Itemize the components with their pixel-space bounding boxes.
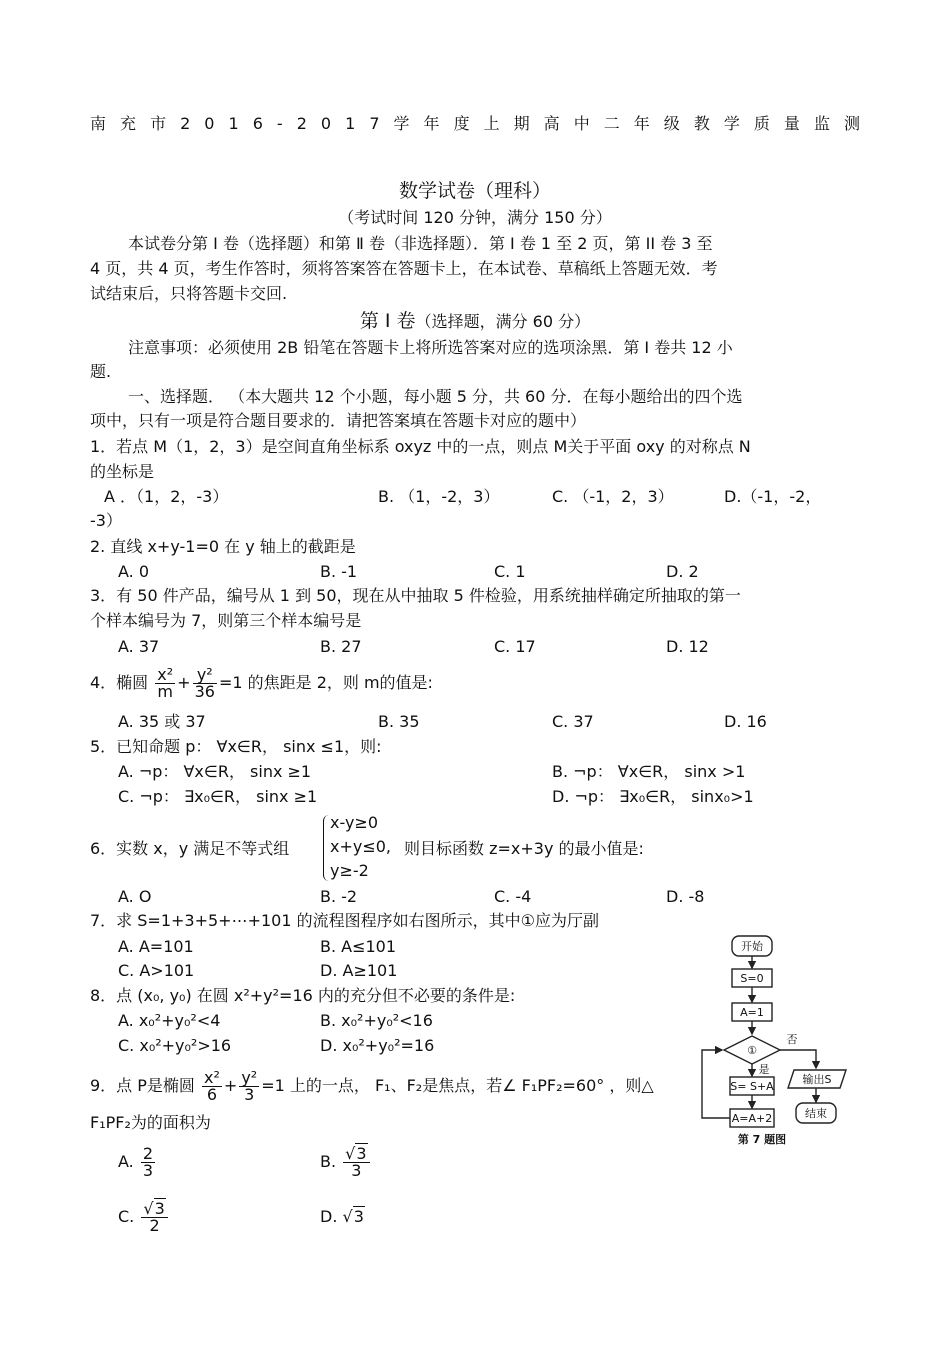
- q6-pre: 6．实数 x，y 满足不等式组: [90, 839, 290, 858]
- q6-sys-1: x-y≥0: [330, 813, 379, 832]
- q3-stem-2: 个样本编号为 7，则第三个样本编号是: [90, 611, 362, 630]
- title-char: 监: [813, 114, 830, 133]
- q9-fy-num: y²: [241, 1068, 258, 1087]
- title-char: 年: [423, 114, 440, 133]
- q9-stem: 9．点 P是椭圆 $\frac{\text{x²}}{6}$ + $\frac{\text{y²}}{3}$ =1 上的一点， F₁、F₂是焦点，若∠ F₁PF₂=60° ，则△: [90, 1068, 654, 1104]
- flow-out-text: 输出S: [802, 1073, 832, 1086]
- title-char: 二: [603, 114, 620, 133]
- q7-option-c: C. A>101: [118, 961, 195, 980]
- q8-option-b: B. x₀²+y₀²<16: [320, 1011, 433, 1030]
- q1-stem-2: 的坐标是: [90, 462, 155, 481]
- title-char: 质: [753, 114, 770, 133]
- title-char: 学: [723, 114, 740, 133]
- title-char: 充: [120, 114, 137, 133]
- q4-fraction-y: [193, 667, 217, 700]
- flow-sum-text: S= S+A: [730, 1080, 774, 1093]
- title-char: 1: [345, 114, 356, 133]
- title-char: 测: [843, 114, 860, 133]
- q9-c-num-radicand: 3: [154, 1199, 165, 1218]
- flowchart-figure: [690, 930, 860, 1150]
- title-char: 2: [296, 114, 307, 133]
- q5-option-c: C. ¬p： ∃x₀∈R， sinx ≥1: [118, 787, 318, 806]
- q6-option-c: C. -4: [494, 887, 532, 906]
- q9-fx-num: x²: [204, 1068, 220, 1087]
- q4-fy-den: 36: [194, 682, 215, 701]
- q9-pre: 9．点 P是椭圆: [90, 1076, 195, 1095]
- q9-c-num: √3: [141, 1201, 167, 1218]
- title-char: 0: [204, 114, 215, 133]
- q1-stem-1: 1．若点 M（1，2，3）是空间直角坐标系 oxyz 中的一点，则点 M关于平面 oxy 的对称点 N: [90, 437, 751, 456]
- q9-b-num: √3: [343, 1146, 369, 1163]
- q9-fy-den: 3: [244, 1085, 255, 1104]
- intro-line-2: 4 页，共 4 页，考生作答时，须将答案答在答题卡上，在本试卷、草稿纸上答题无效．考: [90, 259, 718, 278]
- q3-stem-1: 3．有 50 件产品，编号从 1 到 50，现在从中抽取 5 件检验，用系统抽样确定所抽取的第一: [90, 586, 741, 605]
- q9-post: =1 上的一点， F₁、F₂是焦点，若∠ F₁PF₂=60° ，则△: [261, 1076, 654, 1095]
- q6-option-d: D. -8: [666, 887, 705, 906]
- q9-option-c: [118, 1195, 170, 1239]
- title-char: -: [276, 114, 283, 133]
- q4-stem: 4．椭圆 $\frac{\text{x²}}{m}$ + $\frac{\text{y²}}{36}$ =1 的焦距是 2，则 m的值是:: [90, 665, 433, 701]
- flow-no-text: 否: [786, 1033, 798, 1046]
- q9-option-d: D. √3: [320, 1207, 364, 1226]
- q2-stem: 2. 直线 x+y-1=0 在 y 轴上的截距是: [90, 537, 356, 556]
- title-char: 量: [783, 114, 800, 133]
- paper-subtitle: 数学试卷（理科）: [398, 180, 551, 202]
- q4-fx-den: m: [157, 682, 174, 701]
- title-char: 市: [150, 114, 167, 133]
- q9-a-den: 3: [142, 1161, 154, 1180]
- q2-option-b: B. -1: [320, 562, 358, 581]
- q9-c-label: C.: [118, 1207, 135, 1226]
- q9-option-a: [118, 1140, 157, 1184]
- q4-fy-num: y²: [193, 667, 217, 684]
- q9-a-num: 2: [142, 1144, 154, 1163]
- q9-b-num-radicand: 3: [356, 1144, 367, 1163]
- title-char: 南: [90, 114, 107, 133]
- q4-fraction-x: [155, 667, 175, 700]
- title-char: 度: [453, 114, 470, 133]
- q5-option-b: B. ¬p： ∀x∈R， sinx >1: [552, 762, 746, 781]
- q6-post: 则目标函数 z=x+3y 的最小值是:: [404, 839, 644, 858]
- q1-option-d-cont: -3）: [90, 511, 122, 530]
- notice-line-2: 题.: [90, 362, 112, 381]
- q8-option-c: C. x₀²+y₀²>16: [118, 1036, 232, 1055]
- q3-option-d: D. 12: [666, 637, 709, 656]
- q9-d-label: D.: [320, 1207, 338, 1226]
- flow-a1-text: A=1: [740, 1006, 764, 1019]
- q7-option-a: A. A=101: [118, 937, 194, 956]
- q8-stem: 8．点 (x₀, y₀) 在圆 x²+y²=16 内的充分但不必要的条件是:: [90, 986, 516, 1005]
- q2-option-d: D. 2: [666, 562, 699, 581]
- title-char: 上: [483, 114, 500, 133]
- q6-sys-2: x+y≤0,: [330, 837, 392, 856]
- title-char: 级: [663, 114, 680, 133]
- title-char: 0: [320, 114, 332, 133]
- q5-option-d: D. ¬p： ∃x₀∈R， sinx₀>1: [552, 787, 754, 806]
- flow-s0-text: S=0: [740, 972, 764, 985]
- q7-stem: 7．求 S=1+3+5+⋯+101 的流程图程序如右图所示，其中①应为厅副: [90, 911, 599, 930]
- title-char: 6: [252, 114, 263, 133]
- title-char: 中: [573, 114, 590, 133]
- q2-option-c: C. 1: [494, 562, 526, 581]
- flow-cond-text: ①: [747, 1044, 757, 1057]
- q9-b-den: 3: [351, 1161, 362, 1180]
- q9-d-radicand: 3: [353, 1207, 364, 1226]
- q9-c-den: 2: [149, 1216, 160, 1235]
- q6-brace: [323, 815, 329, 881]
- title-char: 2: [180, 114, 191, 133]
- q1-option-d: D.（-1，-2，: [724, 487, 822, 506]
- q8-option-a: A. x₀²+y₀²<4: [118, 1011, 221, 1030]
- q9-option-b: [320, 1140, 372, 1184]
- section-title-note: （选择题，满分 60 分）: [415, 312, 591, 331]
- q3-option-c: C. 17: [494, 637, 536, 656]
- part-line-2: 项中，只有一项是符合题目要求的．请把答案填在答题卡对应的题中）: [90, 411, 587, 430]
- q9-stem-2: F₁PF₂为的面积为: [90, 1113, 211, 1132]
- q9-fraction-y: [239, 1070, 259, 1103]
- q9-b-label: B.: [320, 1152, 337, 1171]
- intro-line-3: 试结束后，只将答题卡交回.: [90, 284, 288, 303]
- q6-option-a: A. O: [118, 887, 152, 906]
- q9-c-frac: [141, 1201, 167, 1234]
- q9-fx-den: 6: [206, 1085, 218, 1104]
- q7-option-d: D. A≥101: [320, 961, 398, 980]
- q9-a-frac: [141, 1146, 155, 1179]
- q4-post: =1 的焦距是 2，则 m的值是:: [218, 673, 433, 692]
- q3-option-b: B. 27: [320, 637, 362, 656]
- q5-option-a: A. ¬p： ∀x∈R， sinx ≥1: [118, 762, 312, 781]
- q6-option-b: B. -2: [320, 887, 358, 906]
- title-char: 高: [543, 114, 560, 133]
- exam-header-title: [90, 113, 860, 135]
- q3-option-a: A. 37: [118, 637, 160, 656]
- q4-option-d: D. 16: [724, 712, 767, 731]
- notice-line-1: 注意事项：必须使用 2B 铅笔在答题卡上将所选答案对应的选项涂黑．第 Ⅰ 卷共 12 小: [128, 338, 733, 357]
- title-char: 1: [228, 114, 239, 133]
- flow-caption: 第 7 题图: [737, 1133, 787, 1146]
- title-char: 学: [393, 114, 410, 133]
- flow-yes-text: 是: [758, 1063, 770, 1076]
- q7-option-b: B. A≤101: [320, 937, 397, 956]
- flow-start-text: 开始: [741, 940, 763, 953]
- q4-option-a: A. 35 或 37: [118, 712, 206, 731]
- q9-a-label: A.: [118, 1152, 134, 1171]
- q4-option-c: C. 37: [552, 712, 594, 731]
- intro-line-1: 本试卷分第 Ⅰ 卷（选择题）和第 Ⅱ 卷（非选择题）．第 Ⅰ 卷 1 至 2 页，第 II 卷 3 至: [128, 234, 713, 253]
- title-char: 教: [693, 114, 710, 133]
- q9-b-frac: [343, 1146, 369, 1179]
- flow-inc-text: A=A+2: [731, 1112, 773, 1125]
- section-title-main: 第 I 卷: [359, 310, 416, 332]
- q9-fraction-x: [202, 1070, 222, 1103]
- q8-option-d: D. x₀²+y₀²=16: [320, 1036, 435, 1055]
- q1-option-a: A ．（1，2，-3）: [104, 487, 229, 506]
- section-title: [0, 310, 950, 333]
- q4-option-b: B. 35: [378, 712, 420, 731]
- q6-sys-3: y≥-2: [330, 861, 369, 880]
- part-line-1: 一、选择题． （本大题共 12 个小题，每小题 5 分，共 60 分．在每小题给出的四个选: [128, 387, 743, 406]
- title-char: 年: [633, 114, 650, 133]
- q2-option-a: A. 0: [118, 562, 150, 581]
- q1-option-c: C. （-1，2，3）: [552, 487, 674, 506]
- title-char: 7: [369, 114, 380, 133]
- exam-info: （考试时间 120 分钟，满分 150 分）: [338, 208, 612, 227]
- title-char: 期: [513, 114, 530, 133]
- q5-stem: 5．已知命题 p： ∀x∈R， sinx ≤1，则:: [90, 737, 382, 756]
- q4-fx-num: x²: [157, 665, 174, 684]
- q1-option-b: B. （1，-2，3）: [378, 487, 500, 506]
- q4-pre: 4．椭圆: [90, 673, 149, 692]
- flow-end-text: 结束: [805, 1107, 827, 1120]
